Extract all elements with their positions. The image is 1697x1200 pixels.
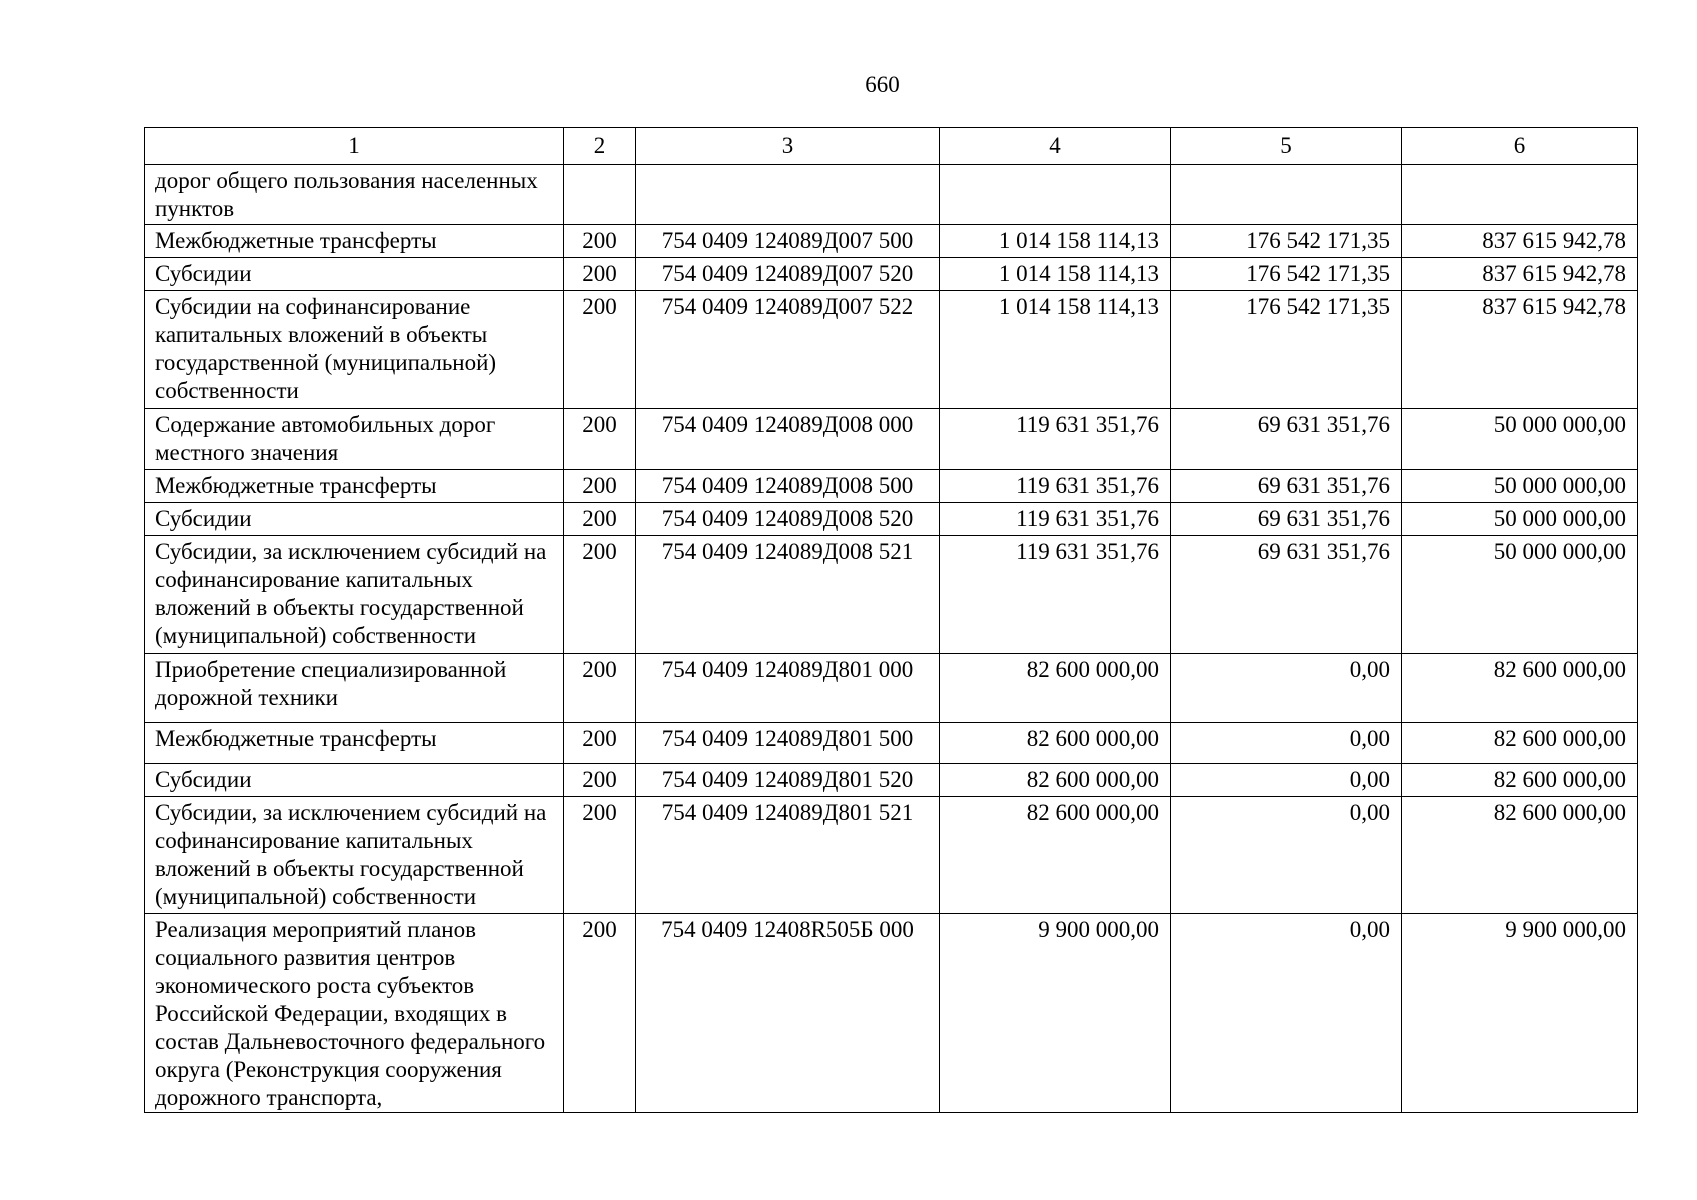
row-value-5: 69 631 351,76 [1171,470,1402,503]
row-col2: 200 [564,536,636,654]
row-name: Содержание автомобильных дорог местного значения [145,409,564,470]
row-name: Субсидии на софинансирование капитальных вложений в объекты государственной (муниципальной) собственности [145,291,564,409]
table-row [145,470,1638,503]
table-row [145,291,1638,409]
row-value-5: 69 631 351,76 [1171,536,1402,654]
row-code: 754 0409 124089Д008 500 [636,470,940,503]
row-value-5: 0,00 [1171,797,1402,914]
header-cell: 3 [636,128,940,165]
row-value-5: 176 542 171,35 [1171,225,1402,258]
row-value-4: 119 631 351,76 [940,503,1171,536]
table-header-row [145,128,1638,165]
row-code: 754 0409 12408R505Б 000 [636,914,940,1113]
row-col2: 200 [564,723,636,764]
row-name: Субсидии, за исключением субсидий на софинансирование капитальных вложений в объекты государственной (муниципальной) собственности [145,797,564,914]
row-value-5: 69 631 351,76 [1171,503,1402,536]
row-code: 754 0409 124089Д007 500 [636,225,940,258]
header-cell: 2 [564,128,636,165]
row-value-6: 50 000 000,00 [1402,409,1638,470]
row-value-6: 50 000 000,00 [1402,503,1638,536]
table-row [145,503,1638,536]
row-col2: 200 [564,470,636,503]
row-code: 754 0409 124089Д008 521 [636,536,940,654]
row-code: 754 0409 124089Д801 521 [636,797,940,914]
table-row [145,764,1638,797]
row-name: Межбюджетные трансферты [145,723,564,764]
row-value-6: 837 615 942,78 [1402,225,1638,258]
header-cell: 6 [1402,128,1638,165]
row-value-6: 9 900 000,00 [1402,914,1638,1113]
row-col2: 200 [564,258,636,291]
row-name: Приобретение специализированной дорожной техники [145,654,564,723]
row-col2: 200 [564,503,636,536]
row-col2: 200 [564,225,636,258]
row-col2: 200 [564,291,636,409]
row-value-6: 82 600 000,00 [1402,654,1638,723]
header-cell: 1 [145,128,564,165]
row-col2: 200 [564,797,636,914]
row-value-4: 119 631 351,76 [940,470,1171,503]
row-value-6: 82 600 000,00 [1402,723,1638,764]
row-value-6: 82 600 000,00 [1402,797,1638,914]
row-name: Субсидии, за исключением субсидий на софинансирование капитальных вложений в объекты государственной (муниципальной) собственности [145,536,564,654]
row-value-6: 50 000 000,00 [1402,536,1638,654]
row-value-5 [1171,165,1402,225]
table-row [145,723,1638,764]
row-value-5: 69 631 351,76 [1171,409,1402,470]
row-name: Межбюджетные трансферты [145,225,564,258]
row-name: Субсидии [145,503,564,536]
row-value-5: 176 542 171,35 [1171,258,1402,291]
row-value-4: 82 600 000,00 [940,723,1171,764]
row-col2 [564,165,636,225]
row-value-6 [1402,165,1638,225]
row-value-5: 0,00 [1171,914,1402,1113]
row-code: 754 0409 124089Д801 500 [636,723,940,764]
row-code: 754 0409 124089Д007 520 [636,258,940,291]
row-col2: 200 [564,914,636,1113]
row-value-6: 837 615 942,78 [1402,291,1638,409]
row-value-4 [940,165,1171,225]
row-value-4: 119 631 351,76 [940,409,1171,470]
row-name: Реализация мероприятий планов социального развития центров экономического роста субъектов Российской Федерации, входящих в состав Дальневосточного федерального округа (Реконструкция сооружения дорожного транспорта, [145,914,564,1113]
row-value-4: 82 600 000,00 [940,797,1171,914]
row-value-5: 0,00 [1171,723,1402,764]
table-row [145,225,1638,258]
row-value-4: 1 014 158 114,13 [940,291,1171,409]
row-value-4: 119 631 351,76 [940,536,1171,654]
row-code: 754 0409 124089Д008 520 [636,503,940,536]
row-value-6: 50 000 000,00 [1402,470,1638,503]
row-code: 754 0409 124089Д801 000 [636,654,940,723]
row-col2: 200 [564,409,636,470]
table-row [145,654,1638,723]
row-code: 754 0409 124089Д801 520 [636,764,940,797]
row-name: Субсидии [145,764,564,797]
row-value-4: 82 600 000,00 [940,654,1171,723]
row-value-5: 0,00 [1171,764,1402,797]
table-row [145,914,1638,1113]
row-code [636,165,940,225]
table-row [145,536,1638,654]
row-value-4: 1 014 158 114,13 [940,258,1171,291]
table-row [145,165,1638,225]
row-value-4: 1 014 158 114,13 [940,225,1171,258]
row-value-4: 82 600 000,00 [940,764,1171,797]
header-cell: 5 [1171,128,1402,165]
row-value-5: 0,00 [1171,654,1402,723]
table-row [145,258,1638,291]
page-number: 660 [865,72,900,97]
table-row [145,797,1638,914]
row-value-6: 82 600 000,00 [1402,764,1638,797]
row-code: 754 0409 124089Д008 000 [636,409,940,470]
row-name: дорог общего пользования населенных пунктов [145,165,564,225]
row-value-4: 9 900 000,00 [940,914,1171,1113]
row-value-6: 837 615 942,78 [1402,258,1638,291]
row-name: Субсидии [145,258,564,291]
row-name: Межбюджетные трансферты [145,470,564,503]
row-value-5: 176 542 171,35 [1171,291,1402,409]
row-col2: 200 [564,654,636,723]
row-col2: 200 [564,764,636,797]
budget-table [144,127,1638,1113]
header-cell: 4 [940,128,1171,165]
row-code: 754 0409 124089Д007 522 [636,291,940,409]
table-row [145,409,1638,470]
